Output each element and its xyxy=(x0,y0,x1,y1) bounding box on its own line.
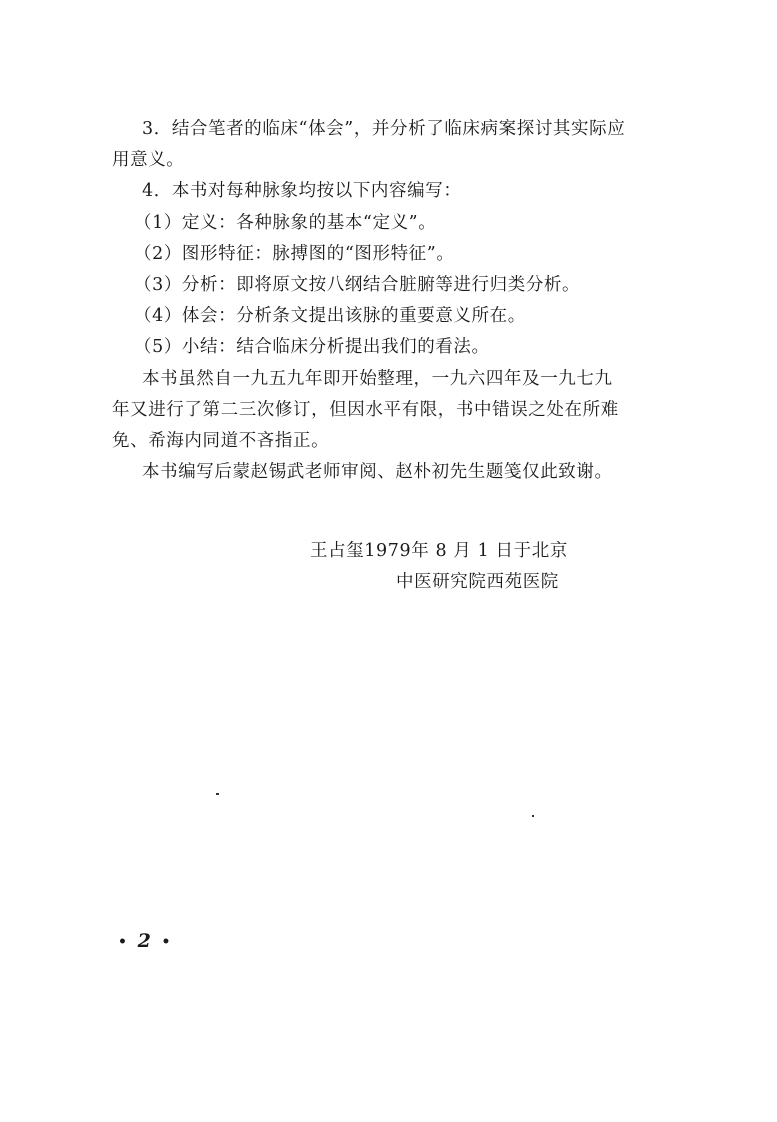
list-item-summary: （5）小结：结合临床分析提出我们的看法。 xyxy=(134,337,490,358)
preface-body xyxy=(112,114,627,488)
signature-block xyxy=(310,536,590,598)
list-item-definition: （1）定义：各种脉象的基本“定义”。 xyxy=(134,212,437,233)
page-number-value: 2 xyxy=(137,930,153,952)
paragraph-item-3: 3．结合笔者的临床“体会”，并分析了临床病案探讨其实际应用意义。 xyxy=(112,119,626,171)
page-number-decor-right: • xyxy=(161,934,173,950)
scan-speck xyxy=(532,815,534,817)
list-item-analysis: （3）分析：即将原文按八纲结合脏腑等进行归类分析。 xyxy=(134,275,581,296)
page-number-decor-left: • xyxy=(118,934,129,950)
paragraph-revision: 本书虽然自一九五九年即开始整理，一九六四年及一九七九年又进行了第二三次修订，但因水平有限，书中错误之处在所难免、希海内同道不吝指正。 xyxy=(112,368,619,452)
signature-author-date: 王占玺1979年 8 月 1 日于北京 xyxy=(310,541,568,561)
list-item-experience: （4）体会：分析条文提出该脉的重要意义所在。 xyxy=(134,306,526,327)
paragraph-thanks: 本书编写后蒙赵锡武老师审阅、赵朴初先生题笺仅此致谢。 xyxy=(142,462,613,483)
paragraph-item-4: 4．本书对每种脉象均按以下内容编写： xyxy=(142,181,462,202)
scan-speck xyxy=(216,793,219,795)
list-item-graph-features: （2）图形特征：脉搏图的“图形特征”。 xyxy=(134,243,455,264)
page-number xyxy=(118,930,172,952)
signature-institution: 中医研究院西苑医院 xyxy=(396,572,559,592)
